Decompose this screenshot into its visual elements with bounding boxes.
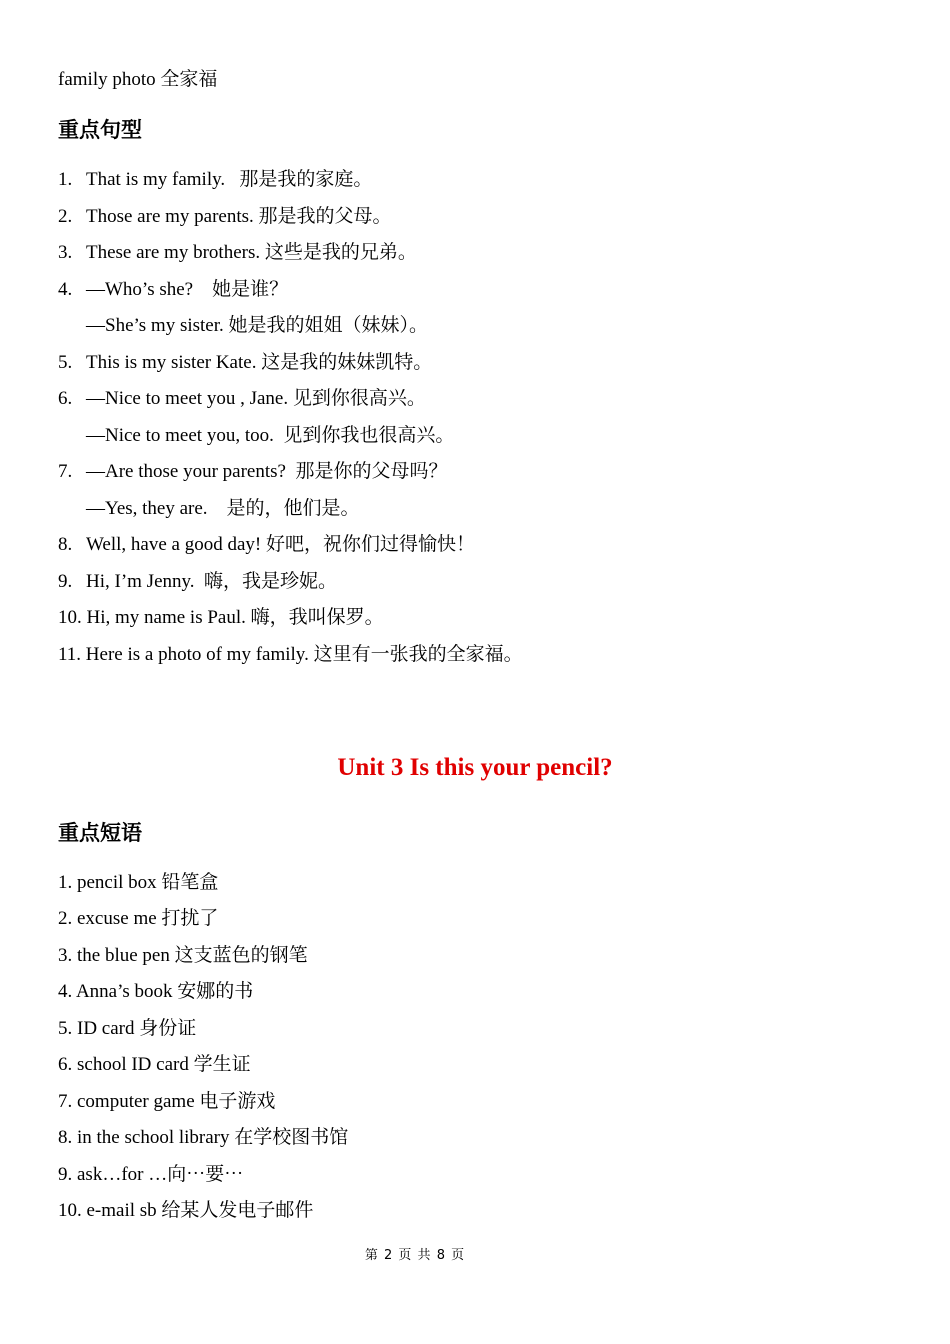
item-number: 10. xyxy=(58,607,82,628)
intro-line: family photo 全家福 xyxy=(58,69,218,90)
item-number: 11. xyxy=(58,644,82,665)
item-number: 5. xyxy=(58,352,73,373)
list-item: 1. pencil box 铅笔盒 xyxy=(58,872,219,893)
item-text: —She’s my sister. 她是我的姐姐（妹妹）。 xyxy=(86,315,429,336)
list-item xyxy=(58,351,432,375)
list-item xyxy=(58,278,288,302)
item-text: Hi, my name is Paul. 嗨，我叫保罗。 xyxy=(86,607,384,628)
item-number: 7. xyxy=(58,461,73,482)
item-text: —Nice to meet you, too. 见到你我也很高兴。 xyxy=(86,425,455,446)
list-item xyxy=(58,533,475,557)
item-text: This is my sister Kate. 这是我的妹妹凯特。 xyxy=(86,352,433,373)
page-footer: 第 2 页 共 8 页 xyxy=(364,1248,466,1263)
item-number: 2. xyxy=(58,206,73,227)
item-text: —Are those your parents? 那是你的父母吗？ xyxy=(86,461,448,482)
item-text: —Nice to meet you , Jane. 见到你很高兴。 xyxy=(86,388,426,409)
phrases-heading: 重点短语 xyxy=(58,821,142,845)
item-number: 3. xyxy=(58,242,73,263)
list-item-continuation xyxy=(86,424,454,448)
list-item: 7. computer game 电子游戏 xyxy=(58,1091,276,1112)
list-item xyxy=(58,387,426,411)
list-item: 4. Anna’s book 安娜的书 xyxy=(58,981,254,1002)
list-item: 3. the blue pen 这支蓝色的钢笔 xyxy=(58,945,308,966)
list-item: 9. ask…for …向⋯要⋯ xyxy=(58,1164,244,1185)
list-item xyxy=(58,241,417,265)
list-item-continuation xyxy=(86,497,360,521)
unit-title: Unit 3 Is this your pencil? xyxy=(337,754,613,781)
list-item xyxy=(58,460,447,484)
item-number: 6. xyxy=(58,388,73,409)
list-item xyxy=(58,570,337,594)
item-text: Those are my parents. 那是我的父母。 xyxy=(86,206,392,227)
list-item: 10. e-mail sb 给某人发电子邮件 xyxy=(58,1200,314,1221)
list-item: 5. ID card 身份证 xyxy=(58,1018,197,1039)
list-item-continuation xyxy=(86,314,428,338)
item-text: Well, have a good day! 好吧，祝你们过得愉快！ xyxy=(86,534,475,555)
item-text: That is my family. 那是我的家庭。 xyxy=(86,169,373,190)
list-item: 8. in the school library 在学校图书馆 xyxy=(58,1127,349,1148)
item-number: 1. xyxy=(58,169,73,190)
item-number: 9. xyxy=(58,571,73,592)
list-item: 2. excuse me 打扰了 xyxy=(58,908,219,929)
sentences-heading: 重点句型 xyxy=(58,118,142,142)
item-text: —Who’s she? 她是谁？ xyxy=(86,279,289,300)
list-item xyxy=(58,168,372,192)
item-text: Hi, I’m Jenny. 嗨，我是珍妮。 xyxy=(86,571,338,592)
item-text: —Yes, they are. 是的，他们是。 xyxy=(86,498,360,519)
item-number: 8. xyxy=(58,534,73,555)
list-item xyxy=(58,205,392,229)
list-item xyxy=(58,643,523,667)
item-text: These are my brothers. 这些是我的兄弟。 xyxy=(86,242,417,263)
item-number: 4. xyxy=(58,279,73,300)
item-text: Here is a photo of my family. 这里有一张我的全家福。 xyxy=(85,644,523,665)
list-item xyxy=(58,606,384,630)
list-item: 6. school ID card 学生证 xyxy=(58,1054,251,1075)
